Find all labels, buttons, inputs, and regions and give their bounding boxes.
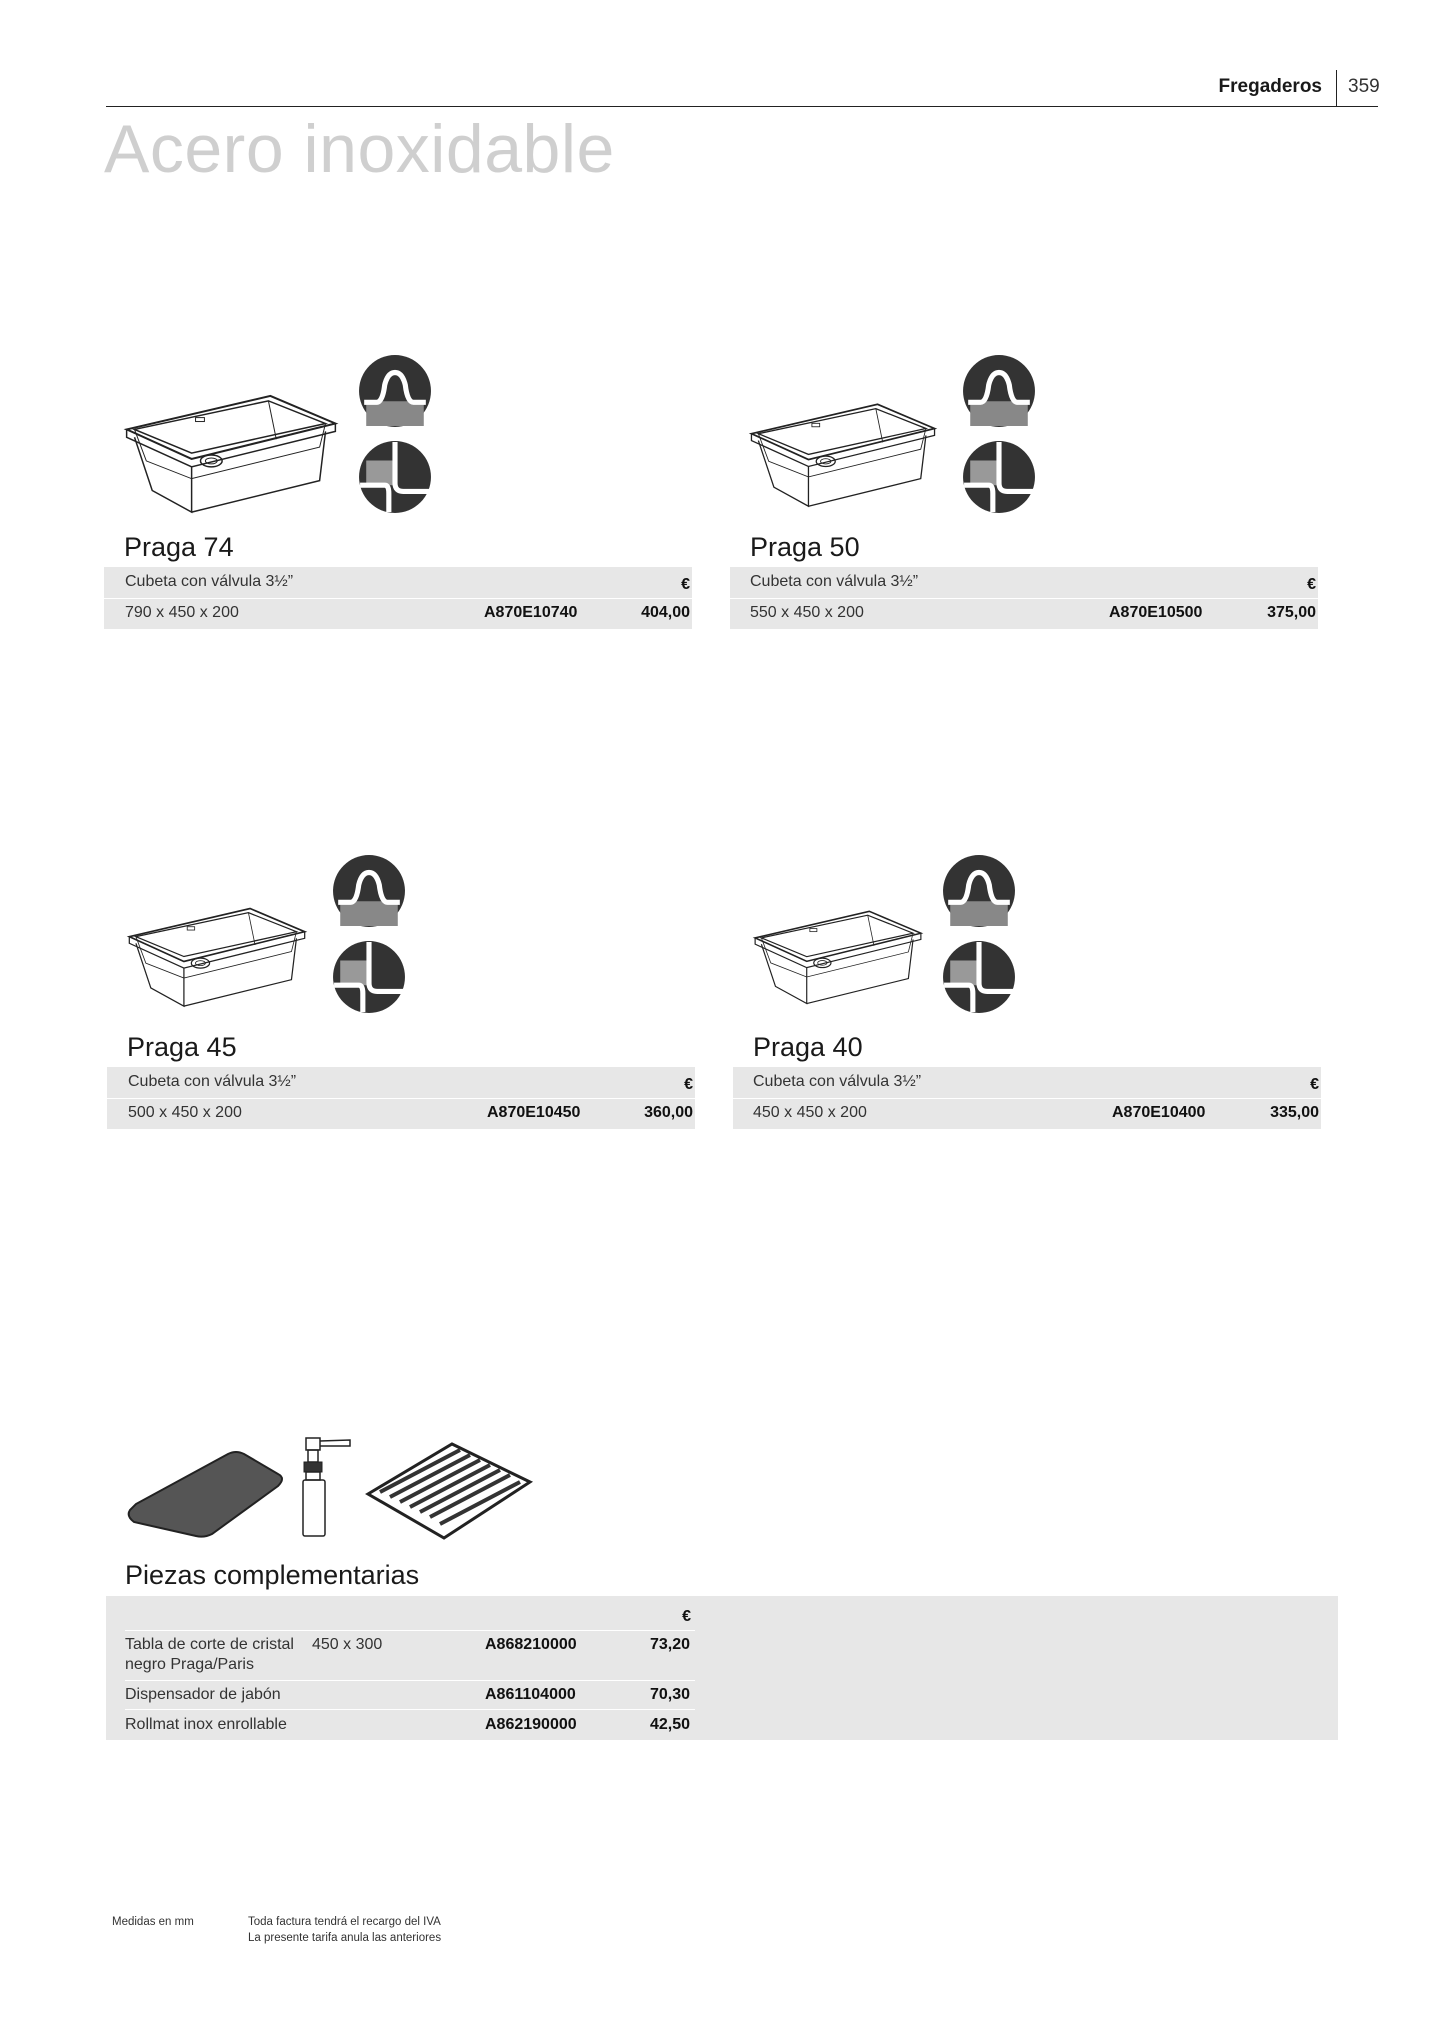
accessory-name: Dispensador de jabón: [125, 1686, 281, 1703]
accessory-price: 73,20: [649, 1636, 690, 1653]
product-desc: Cubeta con válvula 3½”: [128, 1073, 297, 1090]
page-title: Acero inoxidable: [104, 111, 615, 187]
accessory-price: 42,50: [649, 1716, 690, 1733]
header-rule: [106, 106, 1378, 107]
product-dims: 500 x 450 x 200: [128, 1104, 242, 1121]
product-title: Praga 40: [753, 1032, 863, 1062]
overflow-icon: [332, 854, 406, 928]
accessory-dims: 450 x 300: [312, 1636, 383, 1653]
sink-illustration-praga-74: [122, 392, 340, 520]
product-title: Praga 74: [124, 532, 234, 562]
accessory-name-line2: negro Praga/Paris: [125, 1656, 254, 1673]
accessory-name: Tabla de corte de cristal: [125, 1636, 294, 1653]
product-desc: Cubeta con válvula 3½”: [753, 1073, 922, 1090]
sink-illustration-praga-40: [752, 900, 924, 1018]
sink-illustration-praga-45: [126, 900, 308, 1018]
accessory-code: A868210000: [485, 1636, 577, 1653]
sink-illustration-praga-50: [748, 398, 938, 516]
product-table: [733, 1067, 1321, 1129]
accessory-price: 70,30: [649, 1686, 690, 1703]
product-dims: 550 x 450 x 200: [750, 604, 864, 621]
row-divider: [125, 1709, 695, 1710]
product-code: A870E10740: [484, 604, 578, 621]
product-table: [730, 567, 1318, 629]
product-title: Praga 45: [127, 1032, 237, 1062]
product-desc: Cubeta con válvula 3½”: [750, 573, 919, 590]
product-desc: Cubeta con válvula 3½”: [125, 573, 294, 590]
product-code: A870E10500: [1109, 604, 1203, 621]
row-divider: [733, 1098, 1321, 1099]
product-price: 360,00: [644, 1104, 693, 1121]
currency-label: €: [1310, 1076, 1319, 1093]
row-divider: [125, 1680, 695, 1681]
product-title: Praga 50: [750, 532, 860, 562]
undermount-icon: [332, 940, 406, 1014]
footer-measure-note: Medidas en mm: [112, 1916, 194, 1928]
undermount-icon: [358, 440, 432, 514]
rollmat-illustration: [364, 1442, 534, 1542]
accessory-code: A861104000: [485, 1686, 576, 1703]
currency-label: €: [1307, 576, 1316, 593]
product-table: [107, 1067, 695, 1129]
accessories-title: Piezas complementarias: [125, 1560, 420, 1590]
product-dims: 790 x 450 x 200: [125, 604, 239, 621]
accessories-table: [106, 1596, 1338, 1740]
row-divider: [730, 598, 1318, 599]
currency-label: €: [681, 576, 690, 593]
currency-label: €: [684, 1076, 693, 1093]
section-title: Fregaderos: [1218, 76, 1322, 97]
overflow-icon: [358, 354, 432, 428]
footer-tariff-note: La presente tarifa anula las anteriores: [248, 1932, 442, 1944]
soap-dispenser-illustration: [300, 1436, 352, 1538]
product-price: 404,00: [641, 604, 690, 621]
cutting-board-illustration: [126, 1446, 286, 1538]
row-divider: [104, 598, 692, 599]
product-code: A870E10400: [1112, 1104, 1206, 1121]
undermount-icon: [962, 440, 1036, 514]
accessory-code: A862190000: [485, 1716, 577, 1733]
product-table: [104, 567, 692, 629]
product-code: A870E10450: [487, 1104, 581, 1121]
currency-label: €: [682, 1608, 691, 1625]
header-separator: [1336, 70, 1337, 106]
footer-vat-note: Toda factura tendrá el recargo del IVA: [248, 1916, 441, 1928]
page-number: 359: [1348, 76, 1380, 97]
undermount-icon: [942, 940, 1016, 1014]
product-price: 335,00: [1270, 1104, 1319, 1121]
overflow-icon: [942, 854, 1016, 928]
row-divider: [125, 1630, 695, 1631]
overflow-icon: [962, 354, 1036, 428]
row-divider: [107, 1098, 695, 1099]
product-dims: 450 x 450 x 200: [753, 1104, 867, 1121]
product-price: 375,00: [1267, 604, 1316, 621]
accessory-name: Rollmat inox enrollable: [125, 1716, 287, 1733]
